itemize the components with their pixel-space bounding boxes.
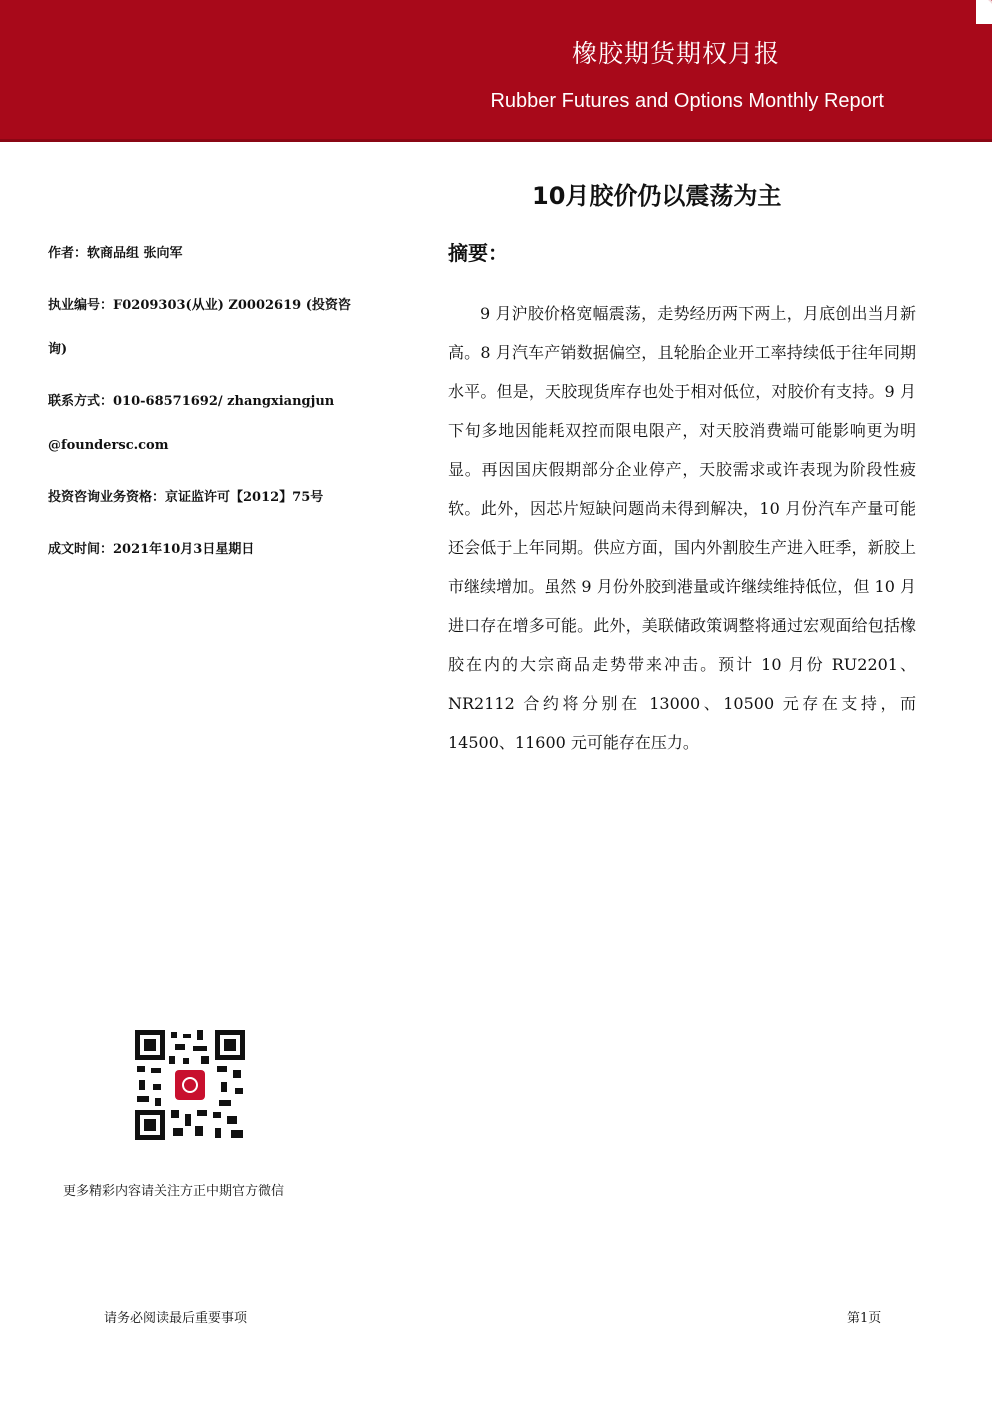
license-line-1: 执业编号：F0209303(从业) Z0002619 (投资咨 — [48, 298, 351, 313]
abstract-heading: 摘要： — [448, 241, 508, 265]
contact-line-1: 联系方式：010-68571692/ zhangxiangjun — [48, 394, 335, 409]
date-line: 成文时间：2021年10月3日星期日 — [48, 542, 255, 557]
author-line: 作者：软商品组 张向军 — [48, 246, 183, 261]
report-title-english: Rubber Futures and Options Monthly Report — [490, 90, 884, 112]
report-title-chinese: 橡胶期货期权月报 — [571, 39, 780, 68]
qr-caption: 更多精彩内容请关注方正中期官方微信 — [63, 1184, 285, 1199]
report-headline: 10月胶价仍以震荡为主 — [532, 182, 782, 210]
page-number: 第1页 — [847, 1311, 882, 1326]
header-corner-decoration — [976, 0, 992, 24]
author-info-block — [48, 243, 373, 591]
abstract-paragraph: 9 月沪胶价格宽幅震荡，走势经历两下两上，月底创出当月新高。8 月汽车产销数据偏空，且轮胎企业开工率持续低于往年同期水平。但是，天胶现货库存也处于相对低位，对胶价有支持。9 月下旬多地因能耗双控而限电限产，对天胶消费端可能影响更为明显。再因国庆假期部分企业停产，天胶需求或许表现为阶段性疲软。此外，因芯片短缺问题尚未得到解决，10 月份汽车产量可能还会低于上年同期。供应方面，国内外割胶生产进入旺季，新胶上市继续增加。虽然 9 月份外胶到港量或许继续维持低位，但 10 月进口存在增多可能。此外，美联储政策调整将通过宏观面给包括橡胶在内的大宗商品走势带来冲击。预计 10 月份 RU2201、NR2112 合约将分别在 13000、10500 元存在支持，而 14500、11600 元可能存在压力。 — [448, 304, 916, 752]
license-line-2: 询) — [48, 342, 68, 357]
contact-line-2: @foundersc.com — [48, 438, 169, 453]
footer-disclaimer-notice: 请务必阅读最后重要事项 — [104, 1311, 248, 1326]
wechat-qr-code-icon — [135, 1030, 245, 1140]
qualification-line: 投资咨询业务资格：京证监许可【2012】75号 — [48, 490, 324, 505]
report-header-banner — [0, 0, 992, 142]
header-bottom-border — [0, 139, 992, 142]
